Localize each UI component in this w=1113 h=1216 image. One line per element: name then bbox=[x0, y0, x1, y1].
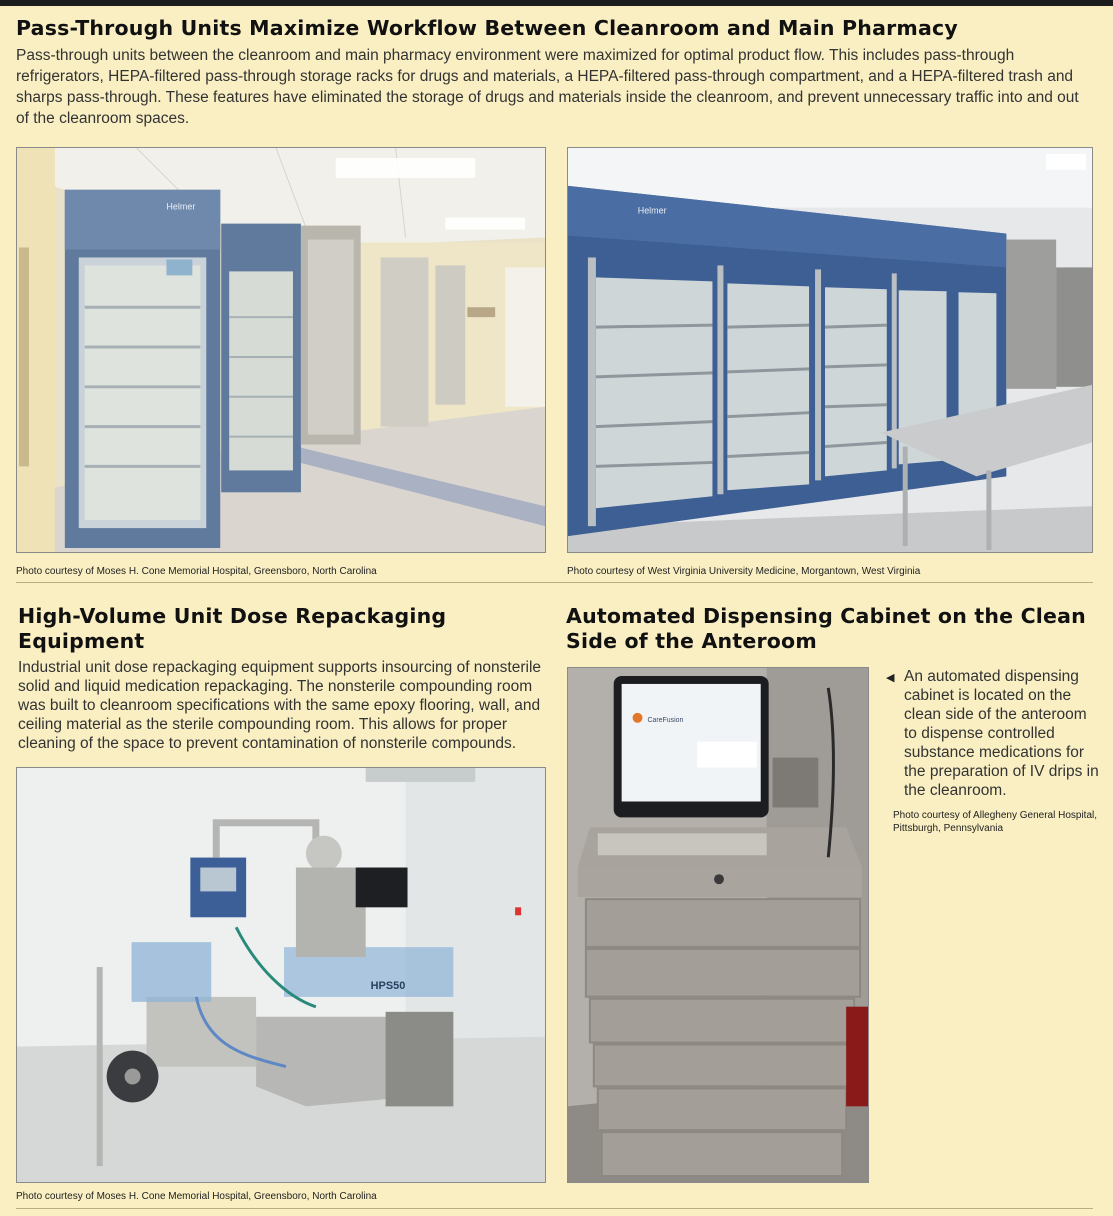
machine-label: HPS50 bbox=[370, 979, 406, 992]
photo-automated-dispensing-cabinet bbox=[567, 667, 869, 1183]
photo-repackaging-equipment bbox=[16, 767, 546, 1183]
left-pointing-triangle-icon: ◀ bbox=[886, 672, 895, 684]
section1-title: Pass-Through Units Maximize Workflow Between Cleanroom and Main Pharmacy bbox=[16, 16, 958, 40]
photo-section3-caption: Photo courtesy of Allegheny General Hospital, Pittsburgh, Pennsylvania bbox=[893, 810, 1098, 834]
section3-side-note bbox=[886, 667, 1101, 800]
fridge-row-brand-label: Helmer bbox=[637, 205, 667, 216]
section2-title: High-Volume Unit Dose Repackaging Equipment bbox=[18, 604, 447, 653]
section2-body: Industrial unit dose repackaging equipment supports insourcing of nonsterile solid and liquid medication repackaging. The nonsterile compounding room was built to cleanroom specifications with the same epoxy flooring, wall, and ceiling material as the sterile compounding room. This allows for proper cleaning of the space to prevent contamination of nonsterile compounds. bbox=[18, 659, 542, 752]
photo-left-caption: Photo courtesy of Moses H. Cone Memorial Hospital, Greensboro, North Carolina bbox=[16, 566, 377, 577]
section3-title: Automated Dispensing Cabinet on the Clean Side of the Anteroom bbox=[566, 604, 1086, 653]
section3-side-text: An automated dispensing cabinet is located on the clean side of the anteroom to dispense controlled substance medications for the preparation of IV drips in the cleanroom. bbox=[904, 668, 1099, 799]
section-divider bbox=[16, 582, 1093, 583]
fridge-brand-label: Helmer bbox=[166, 201, 196, 212]
photo-refrigerator-row bbox=[567, 147, 1093, 553]
photo-right-caption: Photo courtesy of West Virginia University Medicine, Morgantown, West Virginia bbox=[567, 566, 921, 577]
top-rule bbox=[0, 0, 1113, 6]
section1-body: Pass-through units between the cleanroom and main pharmacy environment were maximized for optimal product flow. This includes pass-through refrigerators, HEPA-filtered pass-through storage racks for drugs and materials, a HEPA-filtered pass-through compartment, and a HEPA-filtered trash and sharps pass-through. These features have eliminated the storage of drugs and materials inside the cleanroom, and prevent unnecessary traffic into and out of the cleanroom spaces. bbox=[16, 47, 1079, 127]
bottom-rule bbox=[16, 1208, 1093, 1209]
photo-pass-through-refrigerators-hallway bbox=[16, 147, 546, 553]
photo-section2-caption: Photo courtesy of Moses H. Cone Memorial Hospital, Greensboro, North Carolina bbox=[16, 1191, 377, 1202]
screen-brand-label: CareFusion bbox=[647, 716, 684, 724]
section3-side-text-wrap bbox=[886, 667, 1101, 800]
